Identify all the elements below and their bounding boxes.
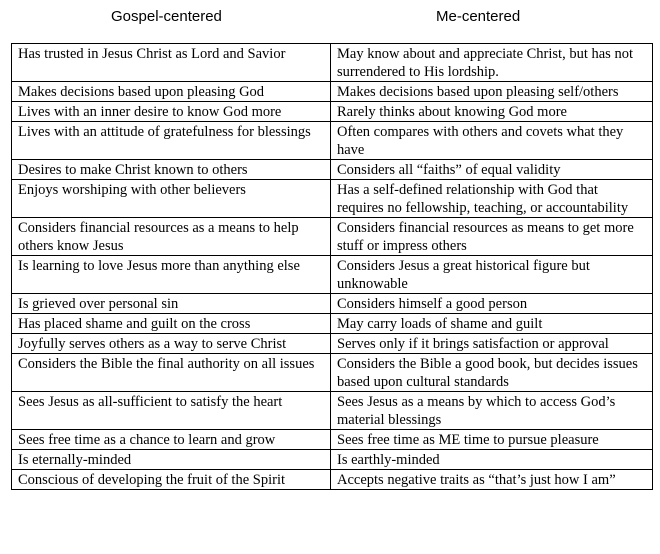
me-cell: Considers himself a good person	[331, 294, 653, 314]
me-cell: Is earthly-minded	[331, 450, 653, 470]
table-row	[12, 218, 653, 256]
gospel-cell: Is learning to love Jesus more than anything else	[12, 256, 331, 294]
table-row	[12, 430, 653, 450]
gospel-cell: Desires to make Christ known to others	[12, 160, 331, 180]
table-row	[12, 82, 653, 102]
column-headers	[0, 0, 660, 40]
gospel-cell: Lives with an inner desire to know God more	[12, 102, 331, 122]
me-cell: Considers Jesus a great historical figure but unknowable	[331, 256, 653, 294]
gospel-cell: Considers financial resources as a means to help others know Jesus	[12, 218, 331, 256]
me-cell: Has a self-defined relationship with God that requires no fellowship, teaching, or accountability	[331, 180, 653, 218]
me-cell: Sees free time as ME time to pursue pleasure	[331, 430, 653, 450]
gospel-centered-header: Gospel-centered	[111, 8, 222, 25]
gospel-cell: Joyfully serves others as a way to serve Christ	[12, 334, 331, 354]
gospel-cell: Enjoys worshiping with other believers	[12, 180, 331, 218]
table-row	[12, 122, 653, 160]
me-cell: Considers all “faiths” of equal validity	[331, 160, 653, 180]
me-cell: Considers the Bible a good book, but decides issues based upon cultural standards	[331, 354, 653, 392]
table-row	[12, 256, 653, 294]
gospel-cell: Conscious of developing the fruit of the Spirit	[12, 470, 331, 490]
gospel-cell: Sees free time as a chance to learn and grow	[12, 430, 331, 450]
gospel-cell: Makes decisions based upon pleasing God	[12, 82, 331, 102]
me-cell: May know about and appreciate Christ, but has not surrendered to His lordship.	[331, 44, 653, 82]
gospel-cell: Is grieved over personal sin	[12, 294, 331, 314]
table-row	[12, 160, 653, 180]
me-cell: Considers financial resources as means to get more stuff or impress others	[331, 218, 653, 256]
table-row	[12, 314, 653, 334]
table-row	[12, 294, 653, 314]
gospel-cell: Lives with an attitude of gratefulness for blessings	[12, 122, 331, 160]
me-cell: Accepts negative traits as “that’s just how I am”	[331, 470, 653, 490]
me-cell: May carry loads of shame and guilt	[331, 314, 653, 334]
me-cell: Often compares with others and covets what they have	[331, 122, 653, 160]
comparison-table-body	[12, 44, 653, 490]
table-row	[12, 392, 653, 430]
gospel-cell: Is eternally-minded	[12, 450, 331, 470]
table-row	[12, 180, 653, 218]
gospel-cell: Has trusted in Jesus Christ as Lord and Savior	[12, 44, 331, 82]
me-cell: Serves only if it brings satisfaction or approval	[331, 334, 653, 354]
table-row	[12, 470, 653, 490]
gospel-cell: Considers the Bible the final authority on all issues	[12, 354, 331, 392]
table-row	[12, 44, 653, 82]
me-cell: Makes decisions based upon pleasing self/others	[331, 82, 653, 102]
gospel-cell: Sees Jesus as all-sufficient to satisfy the heart	[12, 392, 331, 430]
table-row	[12, 450, 653, 470]
table-row	[12, 102, 653, 122]
comparison-table	[11, 43, 653, 490]
me-centered-header: Me-centered	[436, 8, 521, 25]
me-cell: Sees Jesus as a means by which to access God’s material blessings	[331, 392, 653, 430]
table-row	[12, 334, 653, 354]
gospel-cell: Has placed shame and guilt on the cross	[12, 314, 331, 334]
me-cell: Rarely thinks about knowing God more	[331, 102, 653, 122]
table-row	[12, 354, 653, 392]
